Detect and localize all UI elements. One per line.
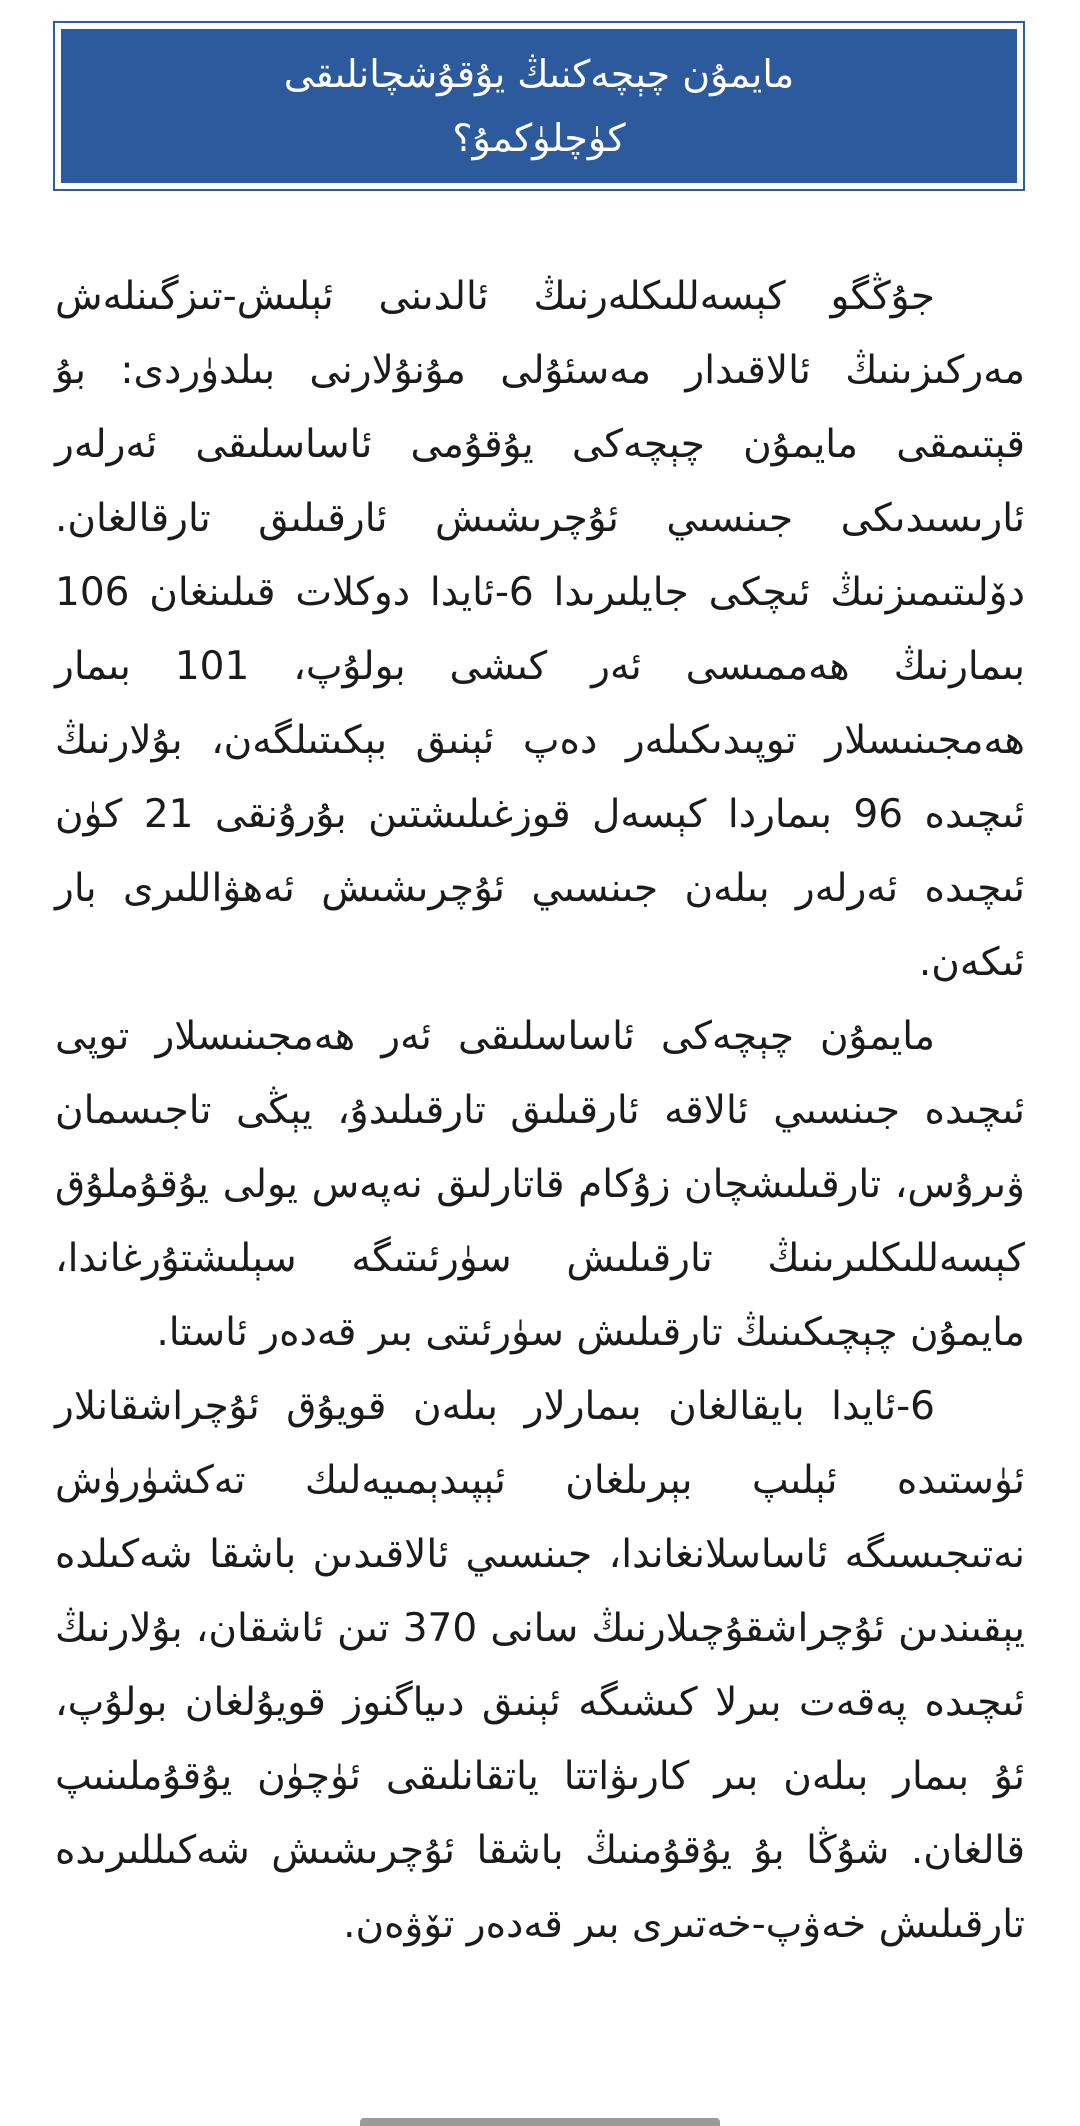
headline-line-1: مايمۇن چېچەكنىڭ يۇقۇشچانلىقى <box>283 52 795 96</box>
article-body <box>55 260 1025 1962</box>
paragraph-2: مايمۇن چېچەكى ئاساسلىقى ئەر ھەمجىنىسلار توپى ئىچىدە جىنسىي ئالاقە ئارقىلىق تارقىلىدۇ، يېڭى تاجىسمان ۋىرۇس، تارقىلىشچان زۇكام قاتارلىق نەپەس يولى يۇقۇملۇق كېسەللىكلىرىنىڭ تارقىلىش سۈرئىتىگە سېلىشتۇرغاندا، مايمۇن چېچىكىنىڭ تارقىلىش سۈرئىتى بىر قەدەر ئاستا. <box>55 1014 1025 1355</box>
headline-banner <box>61 29 1017 183</box>
headline-line-2: كۈچلۈكمۇ؟ <box>452 116 626 160</box>
headline-frame <box>53 21 1025 191</box>
paragraph-1: جۇڭگو كېسەللىكلەرنىڭ ئالدىنى ئېلىش-تىزگىنلەش مەركىزىنىڭ ئالاقىدار مەسئۇلى مۇنۇلارنى بىلدۈردى: بۇ قېتىمقى مايمۇن چېچەكى يۇقۇمى ئاساسلىقى ئەرلەر ئارىسىدىكى جىنسىي ئۇچرىشىش ئارقىلىق تارقالغان. دۆلىتىمىزنىڭ ئىچكى جايلىرىدا 6-ئايدا دوكلات قىلىنغان 106 بىمارنىڭ ھەممىسى ئەر كىشى بولۇپ، 101 بىمار ھەمجىنىسلار توپىدىكىلەر دەپ ئېنىق بېكىتىلگەن، بۇلارنىڭ ئىچىدە 96 بىماردا كېسەل قوزغىلىشتىن بۇرۇنقى 21 كۈن ئىچىدە ئەرلەر بىلەن جىنسىي ئۇچرىشىش ئەھۋاللىرى بار ئىكەن. <box>55 274 1025 985</box>
paragraph-3: 6-ئايدا بايقالغان بىمارلار بىلەن قويۇق ئۇچراشقانلار ئۈستىدە ئېلىپ بېرىلغان ئېپىدېمىيەلىك تەكشۈرۈش نەتىجىسىگە ئاساسلانغاندا، جىنسىي ئالاقىدىن باشقا شەكىلدە يېقىندىن ئۇچراشقۇچىلارنىڭ سانى 370 تىن ئاشقان، بۇلارنىڭ ئىچىدە پەقەت بىرلا كىشىگە ئېنىق دىياگنوز قويۇلغان بولۇپ، ئۇ بىمار بىلەن بىر كارىۋاتتا ياتقانلىقى ئۈچۈن يۇقۇملىنىپ قالغان. شۇڭا بۇ يۇقۇمنىڭ باشقا ئۇچرىشىش شەكىللىرىدە تارقىلىش خەۋپ-خەتىرى بىر قەدەر تۆۋەن. <box>55 1384 1025 1947</box>
scroll-indicator[interactable] <box>360 2118 720 2126</box>
